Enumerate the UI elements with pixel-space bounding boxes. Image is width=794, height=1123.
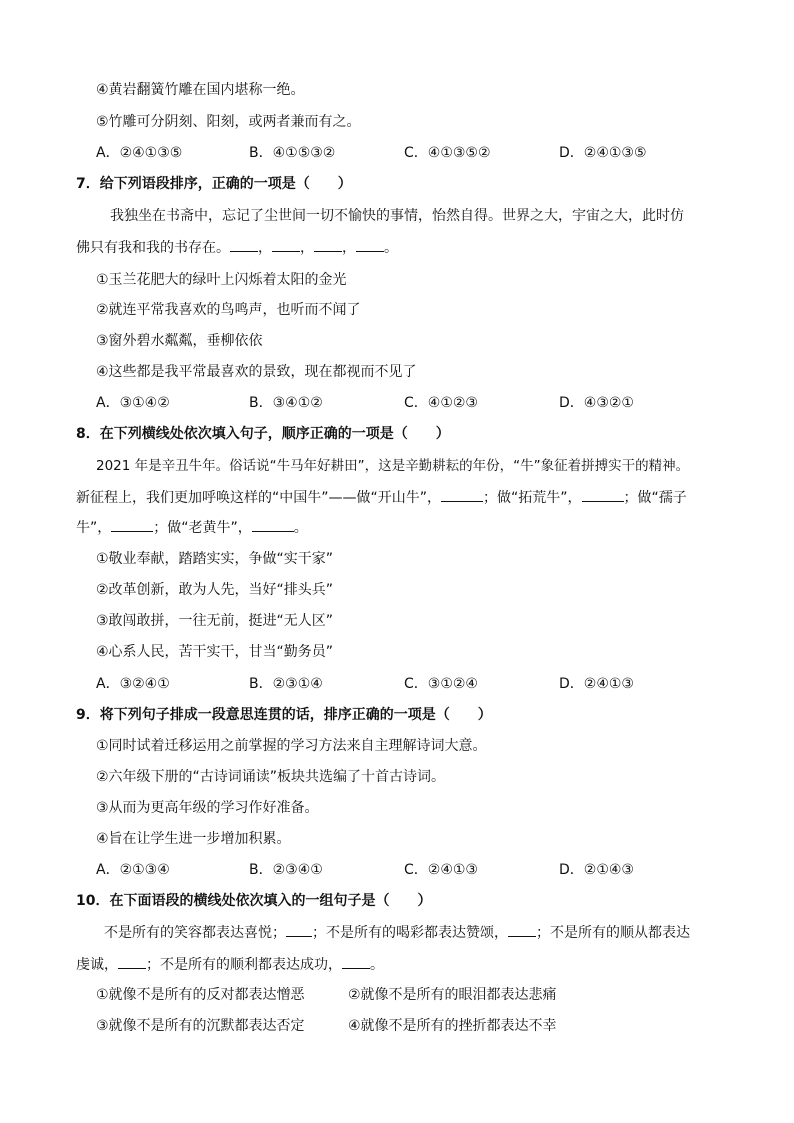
q10-line-2 <box>76 955 384 975</box>
q7-sep: ， <box>342 240 356 256</box>
q9-item-1: ①同时试着迁移运用之前掌握的学习方法来自主理解诗词大意。 <box>96 738 487 754</box>
q8-stem: 8．在下列横线处依次填入句子，顺序正确的一项是（ ） <box>76 426 450 442</box>
q10-stem: 10．在下面语段的横线处依次填入的一组句子是（ ） <box>76 893 432 909</box>
q10-blank-3 <box>118 968 146 969</box>
q9-item-3: ③从而为更高年级的学习作好准备。 <box>96 800 319 816</box>
q8-line-3 <box>76 518 308 538</box>
q8-blank-3 <box>111 531 153 532</box>
q8-blank-2 <box>582 501 624 502</box>
q8-line-2 <box>76 488 687 508</box>
q8-option-d: D．②④①③ <box>559 676 634 692</box>
q8-text: 牛”， <box>76 520 112 536</box>
q10-item-2: ②就像不是所有的眼泪都表达悲痛 <box>348 987 557 1003</box>
q9-item-4: ④旨在让学生进一步增加积累。 <box>96 831 291 847</box>
q6-item-5: ⑤竹雕可分阴刻、阳刻，或两者兼而有之。 <box>96 114 361 130</box>
q7-passage-line1: 我独坐在书斋中，忘记了尘世间一切不愉快的事情，怡然自得。世界之大，宇宙之大，此时仿 <box>110 208 684 224</box>
q9-option-a: A．②①③④ <box>96 862 170 878</box>
q8-text: ；做“老黄牛”， <box>153 520 252 536</box>
q7-option-b: B．③④①② <box>249 395 323 411</box>
q7-option-d: D．④③②① <box>559 395 634 411</box>
q7-item-4: ④这些都是我平常最喜欢的景致，现在都视而不见了 <box>96 364 417 380</box>
q7-passage-text: 佛只有我和我的书存在。 <box>76 240 230 256</box>
q9-option-b: B．②③④① <box>249 862 323 878</box>
q8-blank-1 <box>441 501 483 502</box>
q10-blank-1 <box>286 936 312 937</box>
q7-blank-2 <box>272 251 300 252</box>
q8-text: 新征程上，我们更加呼唤这样的“中国牛”——做“开山牛”， <box>76 490 442 506</box>
q7-item-1: ①玉兰花肥大的绿叶上闪烁着太阳的金光 <box>96 272 347 288</box>
q9-option-d: D．②①④③ <box>559 862 634 878</box>
q9-option-c: C．②④①③ <box>404 862 478 878</box>
q10-text: 。 <box>370 957 384 973</box>
q10-text: ；不是所有的顺从都表达 <box>536 925 690 941</box>
q9-item-2: ②六年级下册的“古诗词诵读”板块共选编了十首古诗词。 <box>96 769 446 785</box>
q10-item-3: ③就像不是所有的沉默都表达否定 <box>96 1018 305 1034</box>
q6-option-b: B．④①⑤③② <box>249 145 336 161</box>
q8-text: 。 <box>293 520 308 536</box>
q8-item-4: ④心系人民，苦干实干，甘当“勤务员” <box>96 644 334 660</box>
q8-text: ；做“拓荒牛”， <box>483 490 582 506</box>
q8-option-a: A．③②④① <box>96 676 170 692</box>
q6-option-c: C．④①③⑤② <box>404 145 491 161</box>
q10-text: ；不是所有的喝彩都表达赞颂， <box>312 925 508 941</box>
q6-item-4: ④黄岩翻簧竹雕在国内堪称一绝。 <box>96 82 305 98</box>
q7-end: 。 <box>384 240 398 256</box>
q10-item-4: ④就像不是所有的挫折都表达不幸 <box>348 1018 557 1034</box>
q8-line-1: 2021 年是辛丑牛年。俗话说“牛马年好耕田”，这是辛勤耕耘的年份，“牛”象征着拼搏实干的精神。 <box>96 458 690 474</box>
q10-text: ；不是所有的顺利都表达成功， <box>146 957 342 973</box>
q10-blank-2 <box>508 936 536 937</box>
q7-option-c: C．④①②③ <box>404 395 478 411</box>
q8-item-3: ③敢闯敢拼，一往无前，挺进“无人区” <box>96 613 334 629</box>
q6-option-d: D．②④①③⑤ <box>559 145 647 161</box>
q7-stem: 7．给下列语段排序，正确的一项是（ ） <box>76 176 352 192</box>
q7-option-a: A．③①④② <box>96 395 170 411</box>
q9-stem: 9．将下列句子排成一段意思连贯的话，排序正确的一项是（ ） <box>76 707 492 723</box>
q7-blank-3 <box>314 251 342 252</box>
q7-item-2: ②就连平常我喜欢的鸟鸣声，也听而不闻了 <box>96 302 361 318</box>
q7-blank-4 <box>356 251 384 252</box>
q8-item-2: ②改革创新，敢为人先，当好“排头兵” <box>96 582 334 598</box>
q8-text: ；做“孺子 <box>623 490 687 506</box>
q7-item-3: ③窗外碧水粼粼，垂柳依依 <box>96 333 263 349</box>
q7-sep: ， <box>258 240 272 256</box>
q7-blank-1 <box>230 251 258 252</box>
q10-text: 不是所有的笑容都表达喜悦； <box>104 925 286 941</box>
q8-option-c: C．③①②④ <box>404 676 478 692</box>
q8-option-b: B．②③①④ <box>249 676 323 692</box>
q8-item-1: ①敬业奉献，踏踏实实，争做“实干家” <box>96 551 334 567</box>
q8-blank-4 <box>252 531 294 532</box>
q6-option-a: A．②④①③⑤ <box>96 145 183 161</box>
q10-item-1: ①就像不是所有的反对都表达憎恶 <box>96 987 305 1003</box>
q10-line-1 <box>104 923 690 943</box>
q10-blank-4 <box>342 968 370 969</box>
q7-sep: ， <box>300 240 314 256</box>
q7-passage-line2 <box>76 238 398 258</box>
q10-text: 虔诚， <box>76 957 118 973</box>
